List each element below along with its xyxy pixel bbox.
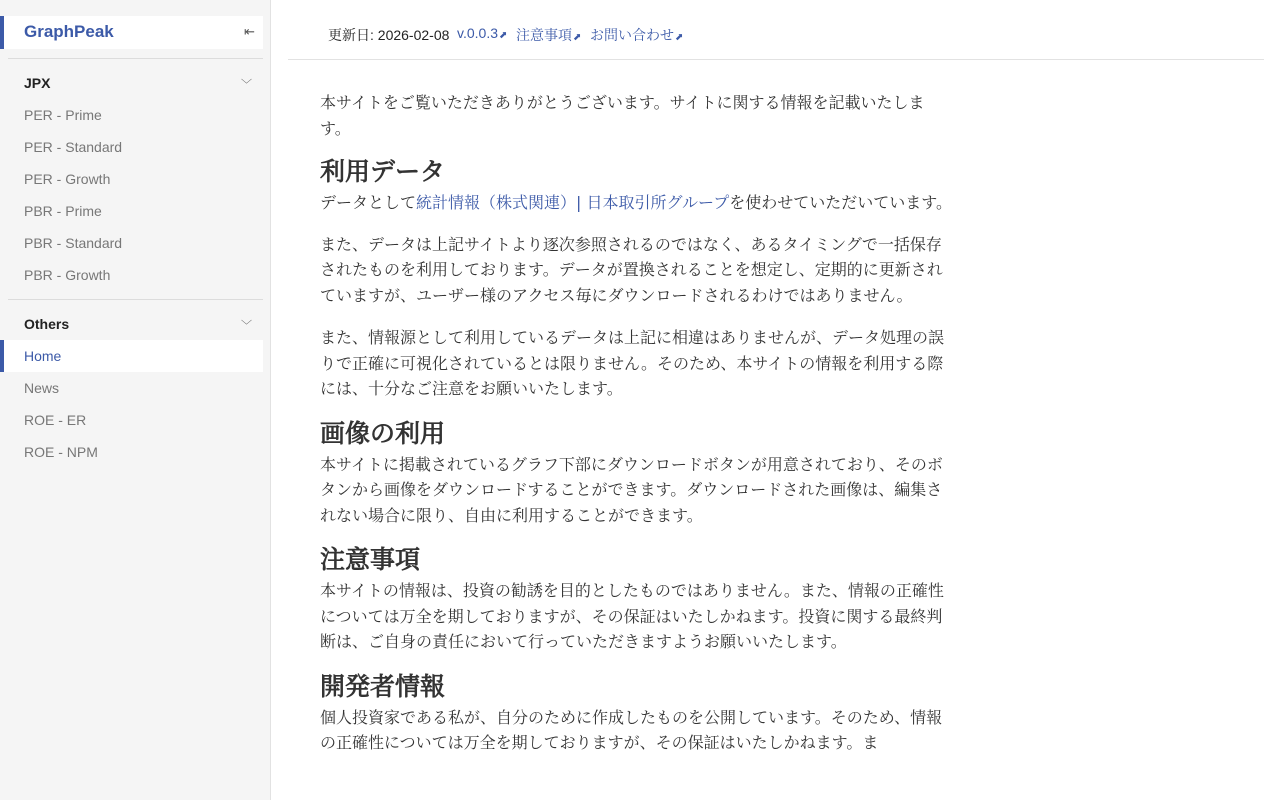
sidebar-item-label: PER - Standard xyxy=(24,139,123,155)
image-usage-paragraph: 本サイトに掲載されているグラフ下部にダウンロードボタンが用意されており、そのボタンから画像をダウンロードすることができます。ダウンロードされた画像は、編集されない場合に限り、自由に利用することができます。 xyxy=(320,454,943,525)
sidebar-item-pbr-standard[interactable] xyxy=(0,227,263,259)
sidebar-divider xyxy=(8,58,263,59)
sidebar-item-per-growth[interactable] xyxy=(0,163,263,195)
data-source-paragraph xyxy=(320,190,952,216)
intro-paragraph: 本サイトをご覧いただきありがとうございます。サイトに関する情報を記載いたします。 xyxy=(320,93,925,138)
sidebar-item-label: News xyxy=(24,380,60,396)
developer-paragraph: 個人投資家である私が、自分のために作成したものを公開しています。そのため、情報の正確性については万全を期しておりますが、その保証はいたしかねます。ま xyxy=(320,707,943,752)
sidebar-item-label: ROE - NPM xyxy=(24,444,98,460)
sidebar-item-news[interactable] xyxy=(0,372,263,404)
sidebar-item-pbr-prime[interactable] xyxy=(0,195,263,227)
sidebar xyxy=(0,0,271,800)
main-content xyxy=(320,90,952,756)
data-source-text: を使わせていただいています。 xyxy=(729,193,952,212)
sidebar-item-per-prime[interactable] xyxy=(0,99,263,131)
chevron-down-icon[interactable]: ﹀ xyxy=(241,319,252,332)
data-source-text: データとして xyxy=(320,193,417,212)
external-link-icon: ⬈ xyxy=(675,32,684,43)
sidebar-item-label: PBR - Prime xyxy=(24,203,102,219)
sidebar-item-roe-er[interactable] xyxy=(0,404,263,436)
sidebar-item-label: Home xyxy=(24,348,62,364)
top-bar xyxy=(288,0,1264,60)
section-title-notice: 注意事項 xyxy=(320,545,421,574)
data-accuracy-paragraph: また、情報源として利用しているデータは上記に相違はありませんが、データ処理の誤りで正確に可視化されているとは限りません。そのため、本サイトの情報を利用する際には、十分なご注意をお願いいたします。 xyxy=(320,328,945,398)
sidebar-divider xyxy=(8,299,263,300)
sidebar-item-roe-npm[interactable] xyxy=(0,436,263,468)
notice-paragraph: 本サイトの情報は、投資の勧誘を目的としたものではありません。また、情報の正確性については万全を期しておりますが、その保証はいたしかねます。投資に関する最終判断は、ご自身の責任において行っていただきますようお願いいたします。 xyxy=(320,581,944,651)
collapse-sidebar-icon[interactable]: ⇤ xyxy=(244,25,255,40)
brand-logo-text[interactable]: GraphPeak xyxy=(24,22,114,41)
version-link[interactable] xyxy=(457,25,507,41)
sidebar-item-home[interactable] xyxy=(0,340,263,372)
chevron-down-icon[interactable]: ﹀ xyxy=(241,78,252,91)
external-link-icon: ⬈ xyxy=(573,32,582,43)
external-link-icon: ⬈ xyxy=(499,30,508,41)
sidebar-item-label: PER - Growth xyxy=(24,171,111,187)
sidebar-item-pbr-growth[interactable] xyxy=(0,259,263,291)
group-title-others[interactable]: Others xyxy=(24,316,70,332)
data-update-paragraph: また、データは上記サイトより逐次参照されるのではなく、あるタイミングで一括保存されたものを利用しております。データが置換されることを想定し、定期的に更新されていますが、ユーザー様のアクセス毎にダウンロードされるわけではありません。 xyxy=(320,234,943,305)
notice-link-label: 注意事項 xyxy=(516,27,572,43)
section-title-images: 画像の利用 xyxy=(320,418,446,448)
section-title-developer: 開発者情報 xyxy=(320,671,446,701)
sidebar-item-label: PBR - Growth xyxy=(24,267,111,283)
brand-header[interactable] xyxy=(0,16,263,49)
sidebar-item-label: PER - Prime xyxy=(24,107,102,123)
section-title-data: 利用データ xyxy=(320,157,446,186)
notice-link[interactable] xyxy=(516,25,581,45)
jpx-stats-link[interactable]: 統計情報（株式関連）| 日本取引所グループ xyxy=(416,193,730,212)
sidebar-item-label: PBR - Standard xyxy=(24,235,123,251)
updated-date: 更新日: 2026-02-08 xyxy=(328,27,450,43)
group-title-jpx[interactable]: JPX xyxy=(24,75,51,91)
sidebar-item-per-standard[interactable] xyxy=(0,131,263,163)
version-link-label: v.0.0.3 xyxy=(457,25,498,41)
sidebar-item-label: ROE - ER xyxy=(24,412,87,428)
contact-link[interactable] xyxy=(590,25,683,45)
contact-link-label: お問い合わせ xyxy=(590,27,674,43)
